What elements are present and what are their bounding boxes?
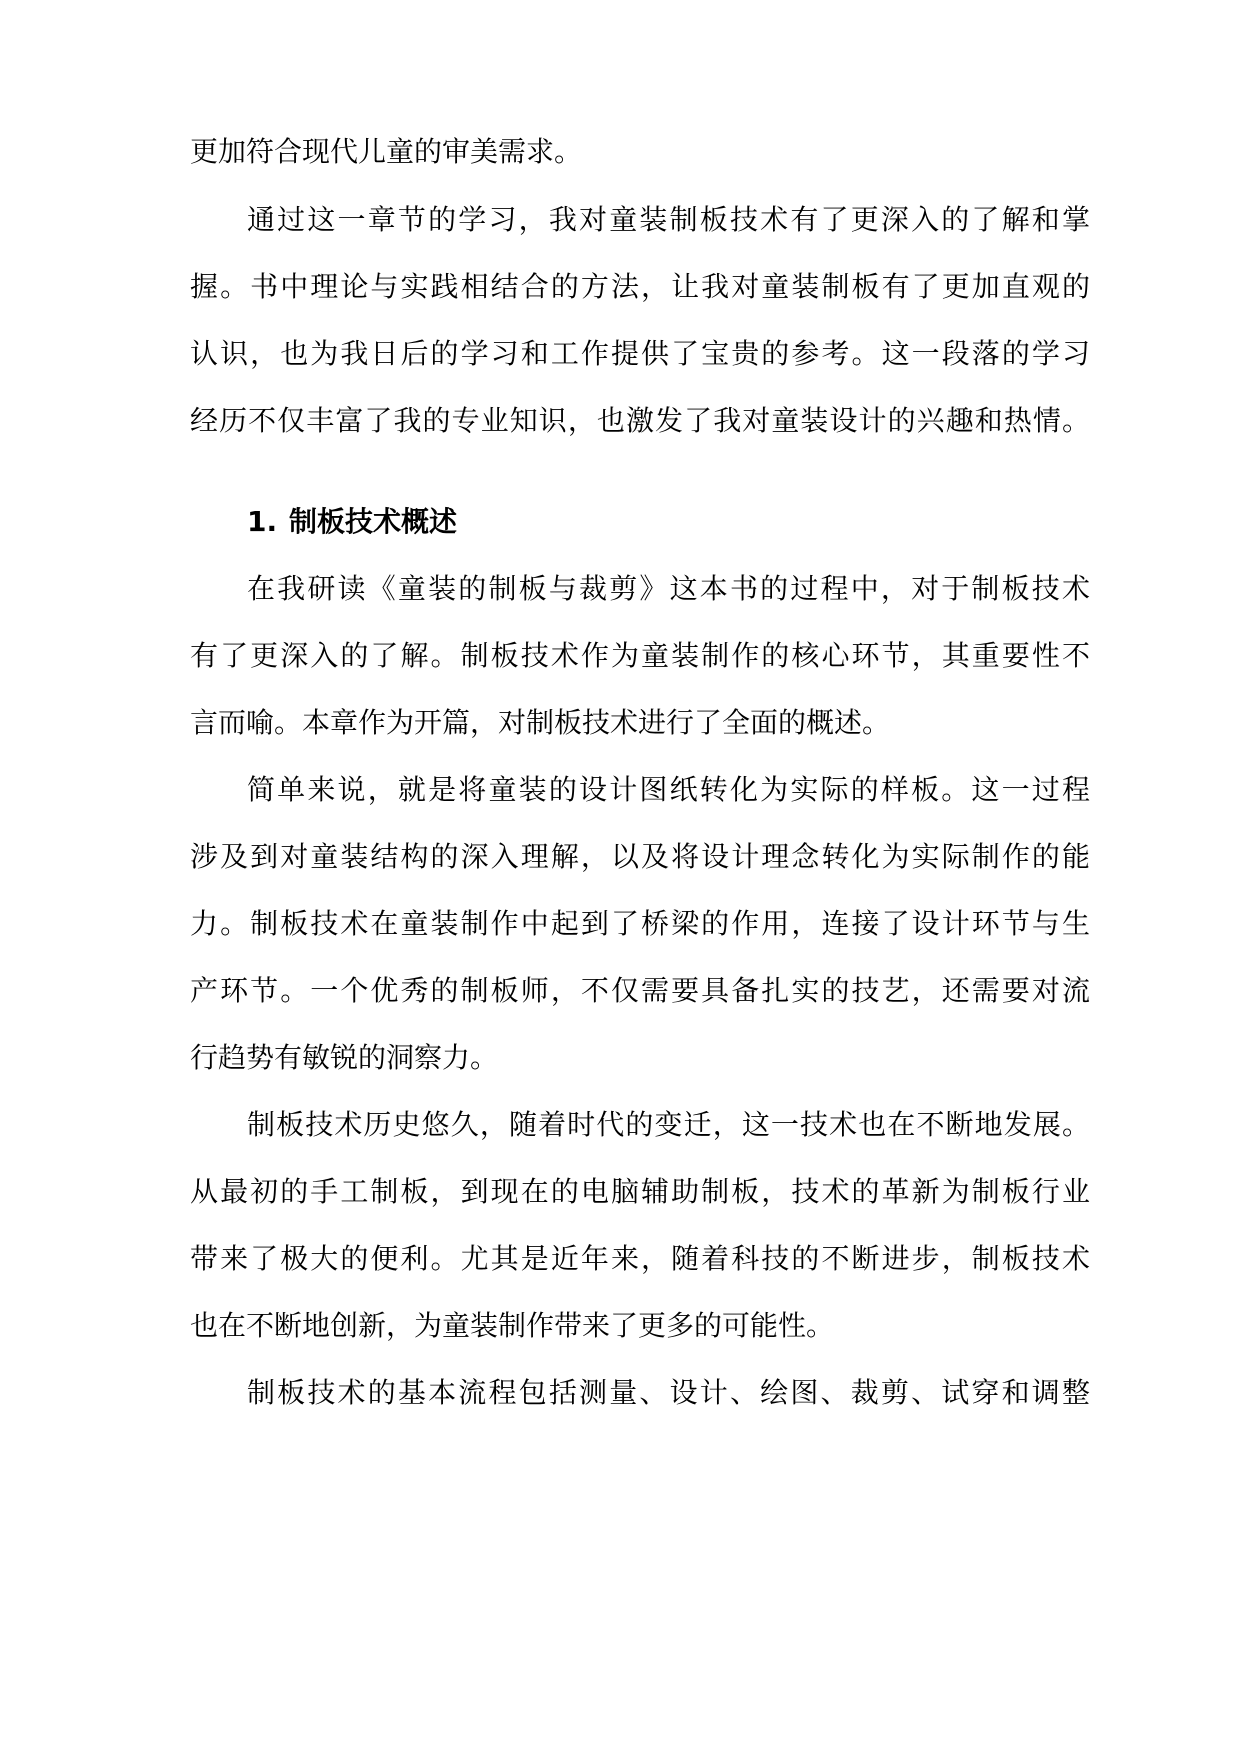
section-title: 制板技术概述 [289, 505, 458, 538]
text-line: 行趋势有敏锐的洞察力。 [190, 1041, 499, 1074]
text-line: 认识，也为我日后的学习和工作提供了宝贵的参考。这一段落的学习 [190, 337, 1090, 370]
text-line: 也在不断地创新，为童装制作带来了更多的可能性。 [190, 1309, 835, 1342]
text-line: 带来了极大的便利。尤其是近年来，随着科技的不断进步，制板技术 [190, 1242, 1090, 1275]
section-heading [247, 502, 1090, 542]
text-line: 制板技术的基本流程包括测量、设计、绘图、裁剪、试穿和调整 [247, 1376, 1090, 1409]
text-line: 力。制板技术在童装制作中起到了桥梁的作用，连接了设计环节与生 [190, 907, 1090, 940]
text-line: 涉及到对童装结构的深入理解，以及将设计理念转化为实际制作的能 [190, 840, 1090, 873]
text-line: 经历不仅丰富了我的专业知识，也激发了我对童装设计的兴趣和热情。 [190, 404, 1090, 437]
text-line: 握。书中理论与实践相结合的方法，让我对童装制板有了更加直观的 [190, 270, 1090, 303]
text-line: 更加符合现代儿童的审美需求。 [190, 135, 583, 168]
text-line: 简单来说，就是将童装的设计图纸转化为实际的样板。这一过程 [247, 773, 1090, 806]
text-line: 通过这一章节的学习，我对童装制板技术有了更深入的了解和掌 [247, 203, 1090, 236]
text-line: 制板技术历史悠久，随着时代的变迁，这一技术也在不断地发展。 [247, 1108, 1090, 1141]
section-number: 1. [247, 505, 278, 538]
text-line: 有了更深入的了解。制板技术作为童装制作的核心环节，其重要性不 [190, 639, 1090, 672]
text-line: 产环节。一个优秀的制板师，不仅需要具备扎实的技艺，还需要对流 [190, 974, 1090, 1007]
text-line: 从最初的手工制板，到现在的电脑辅助制板，技术的革新为制板行业 [190, 1175, 1090, 1208]
text-line: 在我研读《童装的制板与裁剪》这本书的过程中，对于制板技术 [247, 572, 1090, 605]
text-line: 言而喻。本章作为开篇，对制板技术进行了全面的概述。 [190, 706, 891, 739]
